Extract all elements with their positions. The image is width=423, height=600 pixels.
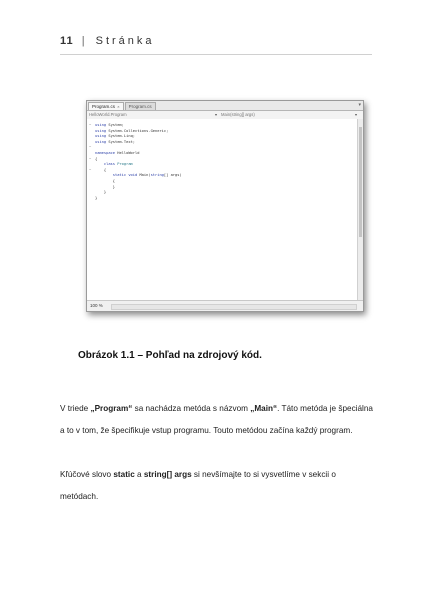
member-dropdown[interactable]: Main(string[] args) xyxy=(221,112,255,117)
text-run: V triede xyxy=(60,404,91,413)
chevron-down-icon[interactable]: ▾ xyxy=(215,112,218,117)
header-rule xyxy=(60,54,372,55)
horizontal-scrollbar[interactable] xyxy=(111,304,357,310)
text-run: . Táto metóda je špeciálna a to v tom, že špecifikuje vstup programu. Touto metódou začína každý program. xyxy=(60,404,373,435)
text-run: si nevšímajte to si vysvetlíme v sekcii o metódach. xyxy=(60,470,336,501)
ide-tab-label: Program.cs xyxy=(128,104,152,109)
code-line: using System.Linq; xyxy=(95,134,136,139)
type-dropdown[interactable]: HelloWorld.Program xyxy=(89,112,127,117)
code-line: } xyxy=(95,184,115,189)
running-header xyxy=(60,35,155,47)
code-line: } xyxy=(95,190,107,195)
text-run: sa nachádza metóda s názvom xyxy=(132,404,251,413)
ide-screenshot xyxy=(86,100,364,312)
code-line: namespace HelloWorld xyxy=(95,150,140,155)
keyword-bold: static xyxy=(113,470,135,479)
code-line: { xyxy=(95,156,98,161)
ide-tab-inactive[interactable] xyxy=(125,102,156,110)
code-line: } xyxy=(95,195,98,200)
tab-list-chevron-icon[interactable]: ▾ xyxy=(358,102,361,108)
method-name-bold: „Main“ xyxy=(250,404,278,413)
code-line: using System.Text; xyxy=(95,139,136,144)
page-number: 11 xyxy=(60,35,74,47)
figure-caption: Obrázok 1.1 – Pohľad na zdrojový kód. xyxy=(78,350,262,361)
paragraph-1 xyxy=(60,398,375,442)
zoom-level[interactable]: 100 % xyxy=(90,303,103,308)
code-line: static void Main(string[] args) xyxy=(112,173,182,178)
code-line: { xyxy=(95,167,107,172)
paragraph-2 xyxy=(60,464,375,508)
code-text xyxy=(95,123,182,201)
editor-status-bar xyxy=(87,300,363,311)
chevron-down-icon[interactable]: ▾ xyxy=(355,112,358,117)
ide-tab-active[interactable] xyxy=(88,102,124,110)
header-separator: | xyxy=(81,35,88,47)
header-word: Stránka xyxy=(95,35,155,47)
code-line: class Program xyxy=(103,162,133,167)
class-name-bold: „Program“ xyxy=(90,404,133,413)
scrollbar-thumb[interactable] xyxy=(359,127,362,237)
code-line: using System.Collections.Generic; xyxy=(95,128,169,133)
outline-gutter: − − − − xyxy=(89,123,92,172)
ide-tab-bar xyxy=(87,101,363,111)
vertical-scrollbar[interactable] xyxy=(357,119,363,301)
text-run: Kľúčové slovo xyxy=(60,470,114,479)
close-icon[interactable]: × xyxy=(117,104,120,109)
code-line: using System; xyxy=(95,123,124,127)
ide-tab-label: Program.cs xyxy=(92,104,116,109)
code-line: { xyxy=(95,178,115,183)
keyword-bold: string[] args xyxy=(143,470,192,479)
text-run: a xyxy=(134,470,144,479)
